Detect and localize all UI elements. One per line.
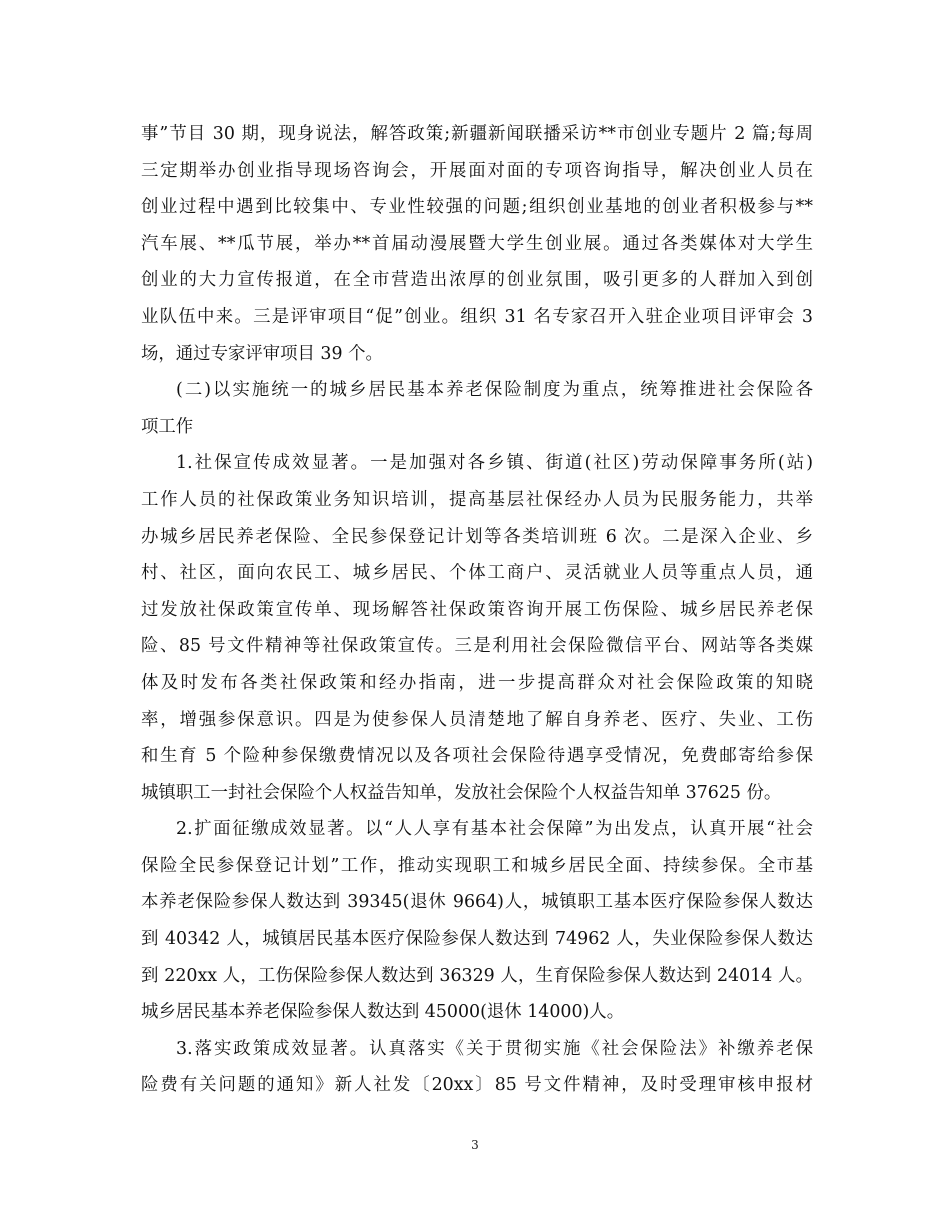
text-line: 城乡居民基本养老保险参保人数达到 45000(退休 14000)人。 [141, 1002, 625, 1023]
document-body [141, 116, 813, 1104]
text-line: 工作人员的社保政策业务知识培训，提高基层社保经办人员为民服务能力，共举 [141, 489, 813, 510]
text-line: 保险全民参保登记计划”工作，推动实现职工和城乡居民全面、持续参保。全市基 [141, 855, 813, 876]
text-line: 3.落实政策成效显著。认真落实《关于贯彻实施《社会保险法》补缴养老保 [176, 1038, 813, 1059]
text-line: 项工作 [141, 416, 194, 437]
text-line: 本养老保险参保人数达到 39345(退休 9664)人，城镇职工基本医疗保险参保人数达 [141, 892, 813, 913]
paragraph-policy-implementation [141, 1031, 813, 1104]
text-line: 险费有关问题的通知》新人社发〔20xx〕85 号文件精神，及时受理审核申报材 [141, 1075, 813, 1096]
text-line: 和生育 5 个险种参保缴费情况以及各项社会保险待遇享受情况，免费邮寄给参保 [141, 746, 813, 767]
text-line: 办城乡居民养老保险、全民参保登记计划等各类培训班 6 次。二是深入企业、乡 [141, 526, 813, 547]
text-line: 城镇职工一封社会保险个人权益告知单，发放社会保险个人权益告知单 37625 份。 [141, 782, 782, 803]
text-line: 过发放社保政策宣传单、现场解答社保政策咨询开展工伤保险、城乡居民养老保 [141, 599, 813, 620]
text-line: 创业的大力宣传报道，在全市营造出浓厚的创业氛围，吸引更多的人群加入到创 [141, 270, 813, 291]
text-line: 汽车展、**瓜节展，举办**首届动漫展暨大学生创业展。通过各类媒体对大学生 [141, 233, 813, 254]
text-line: 率，增强参保意识。四是为使参保人员清楚地了解自身养老、医疗、失业、工伤 [141, 709, 813, 730]
text-line: 村、社区，面向农民工、城乡居民、个体工商户、灵活就业人员等重点人员，通 [141, 563, 813, 584]
text-line: 创业过程中遇到比较集中、专业性较强的问题;组织创业基地的创业者积极参与** [141, 197, 813, 218]
text-line: (二)以实施统一的城乡居民基本养老保险制度为重点，统筹推进社会保险各 [176, 380, 813, 401]
section-heading-social-insurance [141, 372, 813, 445]
text-line: 事”节目 30 期，现身说法，解答政策;新疆新闻联播采访**市创业专题片 2 篇;每周 [141, 124, 813, 144]
paragraph-promotion-continued [141, 116, 813, 372]
text-line: 到 220xx 人，工伤保险参保人数达到 36329 人，生育保险参保人数达到 24014 人。 [141, 965, 813, 986]
text-line: 1.社保宣传成效显著。一是加强对各乡镇、街道(社区)劳动保障事务所(站) [176, 453, 813, 474]
text-line: 业队伍中来。三是评审项目“促”创业。组织 31 名专家召开入驻企业项目评审会 3 [141, 306, 813, 327]
paragraph-publicity [141, 445, 813, 811]
text-line: 险、85 号文件精神等社保政策宣传。三是利用社会保险微信平台、网站等各类媒 [141, 636, 813, 657]
text-line: 到 40342 人，城镇居民基本医疗保险参保人数达到 74962 人，失业保险参保人数达 [141, 929, 813, 950]
text-line: 场，通过专家评审项目 39 个。 [141, 343, 383, 364]
paragraph-coverage-expansion [141, 811, 813, 1031]
text-line: 体及时发布各类社保政策和经办指南，进一步提高群众对社会保险政策的知晓 [141, 672, 813, 693]
page-number: 3 [471, 1138, 479, 1152]
text-line: 2.扩面征缴成效显著。以“人人享有基本社会保障”为出发点，认真开展“社会 [176, 819, 813, 840]
text-line: 三定期举办创业指导现场咨询会，开展面对面的专项咨询指导，解决创业人员在 [141, 160, 813, 181]
